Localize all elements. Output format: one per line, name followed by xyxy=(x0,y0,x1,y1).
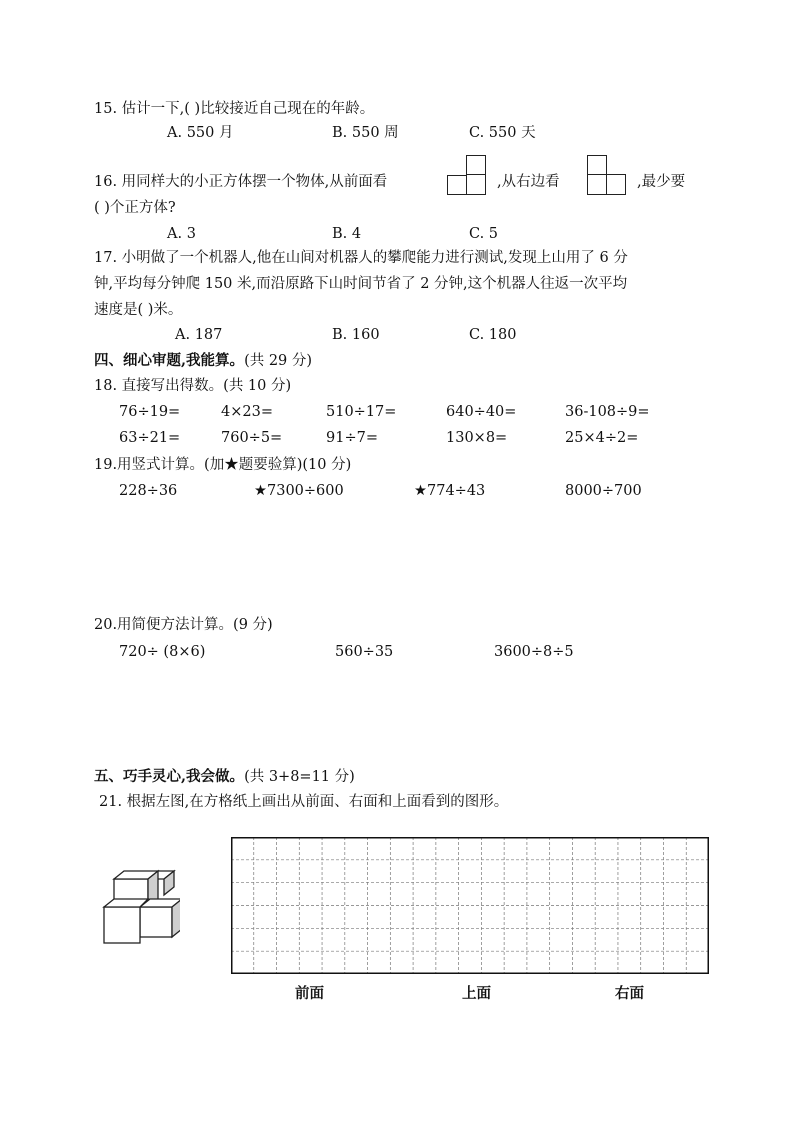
section5-score: (共 3+8=11 分) xyxy=(244,769,355,785)
q16-option-b: B. 4 xyxy=(332,226,362,242)
q18-r2-c4: 130×8= xyxy=(446,430,508,446)
q17-option-a: A. 187 xyxy=(175,327,223,343)
q16-option-c: C. 5 xyxy=(469,226,499,242)
q19-item-3: ★774÷43 xyxy=(414,483,486,499)
q18-r1-c4: 640÷40= xyxy=(446,404,517,420)
q15-text: 15. 估计一下,( )比较接近自己现在的年龄。 xyxy=(94,101,375,117)
q18-title: 18. 直接写出得数。(共 10 分) xyxy=(94,378,292,394)
q18-r1-c5: 36-108÷9= xyxy=(565,404,650,420)
q18-r1-c1: 76÷19= xyxy=(119,404,181,420)
right-view-figure xyxy=(587,155,627,195)
q17-option-c: C. 180 xyxy=(469,327,517,343)
q19-title: 19.用竖式计算。(加★题要验算)(10 分) xyxy=(94,457,352,473)
q17-option-b: B. 160 xyxy=(332,327,380,343)
q19-item-2: ★7300÷600 xyxy=(254,483,344,499)
q18-r1-c3: 510÷17= xyxy=(326,404,397,420)
section5-heading xyxy=(94,768,355,786)
q18-r2-c1: 63÷21= xyxy=(119,430,181,446)
section4-heading xyxy=(94,352,312,370)
q20-item-1: 720÷ (8×6) xyxy=(119,644,206,660)
label-top: 上面 xyxy=(462,986,491,1002)
q20-item-3: 3600÷8÷5 xyxy=(494,644,574,660)
q17-line3: 速度是( )米。 xyxy=(94,302,183,318)
q19-item-1: 228÷36 xyxy=(119,483,178,499)
q18-r1-c2: 4×23= xyxy=(221,404,273,420)
q21-text: 21. 根据左图,在方格纸上画出从前面、右面和上面看到的图形。 xyxy=(99,794,509,810)
cube-stack-figure xyxy=(100,865,180,947)
q16-text-part1: 16. 用同样大的小正方体摆一个物体,从前面看 xyxy=(94,174,388,190)
q16-text-line2: ( )个正方体? xyxy=(94,200,176,216)
q20-item-2: 560÷35 xyxy=(335,644,394,660)
section4-title: 四、细心审题,我能算。 xyxy=(94,352,245,369)
q16-option-a: A. 3 xyxy=(167,226,196,242)
grid-paper[interactable] xyxy=(231,837,709,974)
front-view-figure xyxy=(447,155,487,195)
q15-option-c: C. 550 天 xyxy=(469,125,536,141)
section5-title: 五、巧手灵心,我会做。 xyxy=(94,768,245,785)
q16-text-part3: ,最少要 xyxy=(637,174,686,190)
q18-r2-c5: 25×4÷2= xyxy=(565,430,639,446)
q17-line2: 钟,平均每分钟爬 150 米,而沿原路下山时间节省了 2 分钟,这个机器人往返一次平均 xyxy=(94,276,628,292)
q18-r2-c3: 91÷7= xyxy=(326,430,378,446)
q17-line1: 17. 小明做了一个机器人,他在山间对机器人的攀爬能力进行测试,发现上山用了 6 分 xyxy=(94,250,628,266)
q16-text-part2: ,从右边看 xyxy=(497,174,560,190)
section4-score: (共 29 分) xyxy=(244,353,313,369)
q15-option-a: A. 550 月 xyxy=(167,125,234,141)
q19-item-4: 8000÷700 xyxy=(565,483,642,499)
q20-title: 20.用简便方法计算。(9 分) xyxy=(94,617,273,633)
q18-r2-c2: 760÷5= xyxy=(221,430,283,446)
label-right: 右面 xyxy=(615,986,644,1002)
label-front: 前面 xyxy=(295,986,324,1002)
q15-option-b: B. 550 周 xyxy=(332,125,399,141)
